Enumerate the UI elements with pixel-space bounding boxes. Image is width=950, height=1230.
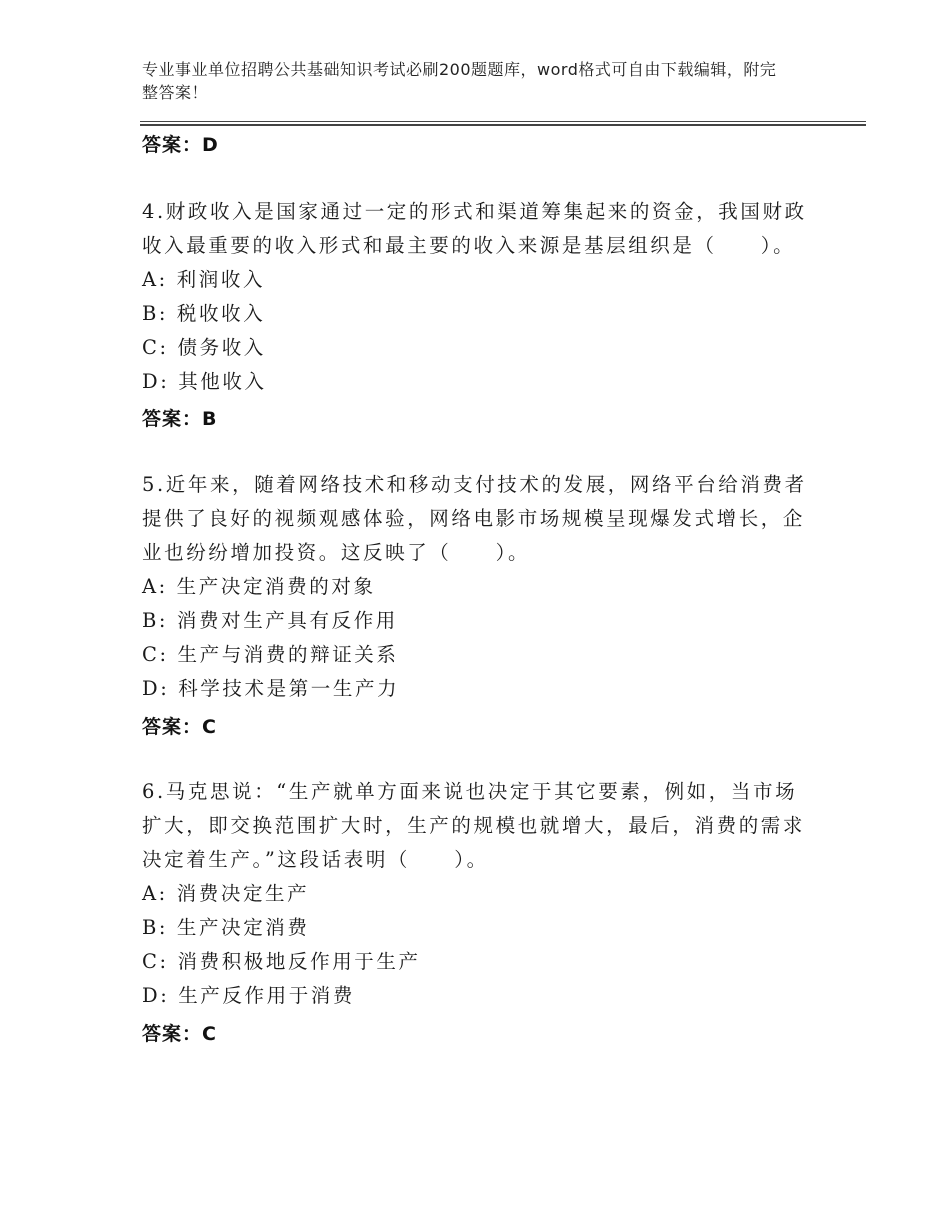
question-stem: 4.财政收入是国家通过一定的形式和渠道筹集起来的资金，我国财政收入最重要的收入形式和最主要的收入来源是基层组织是（ ）。 — [142, 200, 807, 257]
answer-value: C — [202, 1023, 217, 1045]
question-stem: 6.马克思说：“生产就单方面来说也决定于其它要素，例如，当市场扩大，即交换范围扩大时，生产的规模也就增大，最后，消费的需求决定着生产。”这段话表明（ ）。 — [142, 780, 806, 871]
answer-label: 答案： — [142, 1023, 203, 1045]
question-5 — [142, 468, 812, 706]
option-a: A: 生产决定消费的对象 — [142, 575, 376, 598]
option-a: A: 消费决定生产 — [142, 882, 310, 905]
question-4 — [142, 195, 812, 399]
answer-label: 答案： — [142, 716, 203, 738]
previous-answer — [142, 130, 219, 157]
question-6 — [142, 775, 812, 1013]
option-c: C: 债务收入 — [142, 336, 266, 359]
answer-value: C — [202, 716, 217, 738]
option-c: C: 生产与消费的辩证关系 — [142, 643, 399, 666]
answer-value: B — [202, 408, 218, 430]
option-b: B: 消费对生产具有反作用 — [142, 609, 398, 632]
option-a: A: 利润收入 — [142, 268, 266, 291]
answer-4 — [142, 404, 218, 431]
answer-6 — [142, 1019, 217, 1046]
header-divider-thick — [140, 124, 866, 126]
answer-label: 答案： — [142, 134, 203, 156]
answer-5 — [142, 712, 217, 739]
answer-value: D — [202, 134, 219, 156]
page-header: 专业事业单位招聘公共基础知识考试必刷200题题库，word格式可自由下载编辑，附完整答案！ — [142, 60, 777, 102]
option-d: D: 其他收入 — [142, 370, 267, 393]
option-b: B: 生产决定消费 — [142, 916, 310, 939]
header-divider-thin — [140, 121, 866, 122]
option-d: D: 生产反作用于消费 — [142, 984, 356, 1007]
option-b: B: 税收收入 — [142, 302, 266, 325]
answer-label: 答案： — [142, 408, 203, 430]
question-stem: 5.近年来，随着网络技术和移动支付技术的发展，网络平台给消费者提供了良好的视频观感体验，网络电影市场规模呈现爆发式增长，企业也纷纷增加投资。这反映了（ ）。 — [142, 473, 807, 564]
option-d: D: 科学技术是第一生产力 — [142, 677, 400, 700]
option-c: C: 消费积极地反作用于生产 — [142, 950, 421, 973]
